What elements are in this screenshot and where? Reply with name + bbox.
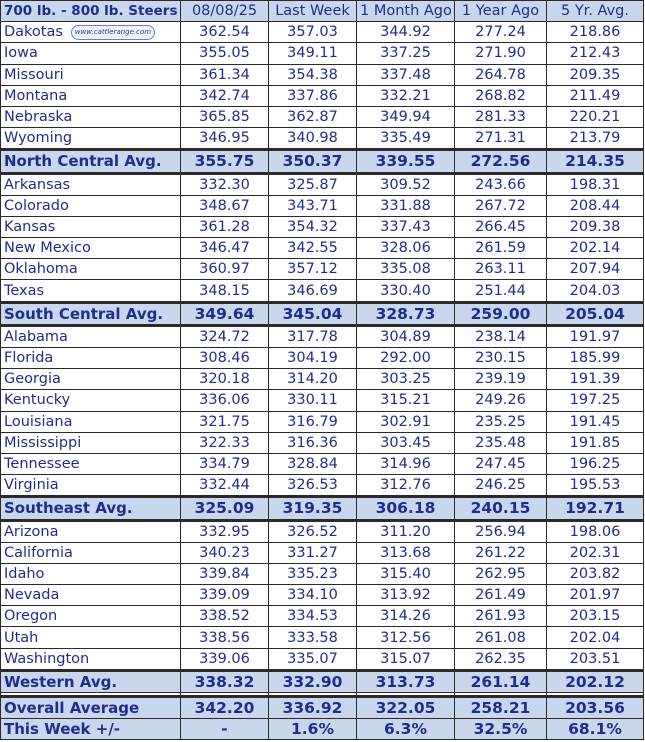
price-cell: 303.45 [357,432,455,453]
column-header-5yr-avg: 5 Yr. Avg. [547,1,644,22]
row-label-text: Louisiana [4,413,73,430]
price-cell: 346.95 [181,128,269,150]
price-cell: 325.09 [181,497,269,520]
price-cell: 355.75 [181,150,269,173]
row-label-text: Tennessee [4,456,80,473]
price-cell: 338.52 [181,606,269,627]
row-label [1,173,181,195]
row-label [1,348,181,369]
row-label [1,670,181,692]
row-label [1,369,181,390]
price-cell: 354.32 [269,216,357,237]
price-cell: 247.45 [455,453,547,474]
row-label-text: Arkansas [4,176,71,193]
price-cell: 220.21 [547,106,644,127]
state-row [1,259,644,280]
cattlerange-logo: www.cattlerange.com [71,25,155,40]
price-cell: 209.35 [547,64,644,85]
state-row [1,64,644,85]
row-label [1,216,181,237]
price-cell: 322.33 [181,432,269,453]
row-label-text: Nevada [4,587,60,604]
price-cell: 337.48 [357,64,455,85]
row-label [1,520,181,542]
column-header-current: 08/08/25 [181,1,269,22]
price-cell: 342.74 [181,85,269,106]
price-cell: 303.25 [357,369,455,390]
row-label [1,719,181,740]
price-cell: 340.98 [269,128,357,150]
state-row [1,606,644,627]
price-cell: 335.07 [269,648,357,670]
price-cell: 313.68 [357,542,455,563]
price-cell: 261.93 [455,606,547,627]
price-cell: 365.85 [181,106,269,127]
row-label [1,128,181,150]
price-cell: 330.11 [269,390,357,411]
header-row [1,1,644,22]
state-row [1,128,644,150]
price-cell: 339.55 [357,150,455,173]
row-label [1,43,181,64]
price-cell: 271.90 [455,43,547,64]
row-label-text: Texas [4,282,45,299]
row-label [1,563,181,584]
price-cell: 336.92 [269,697,357,719]
price-cell: 198.06 [547,520,644,542]
price-cell: 230.15 [455,348,547,369]
price-cell: 192.71 [547,497,644,520]
region-average-row [1,302,644,325]
price-cell: 361.28 [181,216,269,237]
row-label-text: Alabama [4,328,68,345]
price-rows [1,22,644,740]
row-label-text: Dakotas [4,24,63,41]
row-label [1,475,181,497]
price-cell: 328.84 [269,453,357,474]
row-label [1,542,181,563]
price-cell: 314.20 [269,369,357,390]
price-cell: 258.21 [455,697,547,719]
price-cell: 335.23 [269,563,357,584]
row-label [1,432,181,453]
row-label [1,195,181,216]
price-cell: 332.44 [181,475,269,497]
state-row [1,648,644,670]
price-cell: 277.24 [455,22,547,43]
price-cell: 334.10 [269,585,357,606]
row-label-text: Kentucky [4,392,71,409]
weight-class-header: 700 lb. - 800 lb. Steers [1,1,181,22]
price-cell: 325.87 [269,173,357,195]
price-cell: 344.92 [357,22,455,43]
price-cell: 357.12 [269,259,357,280]
state-row [1,453,644,474]
price-cell: 312.76 [357,475,455,497]
row-label [1,64,181,85]
state-row [1,325,644,347]
state-row [1,85,644,106]
row-label [1,150,181,173]
row-label-text: Southeast Avg. [4,499,133,518]
state-row [1,369,644,390]
price-cell: 339.84 [181,563,269,584]
row-label [1,22,181,43]
row-label [1,106,181,127]
row-label-text: Florida [4,350,54,367]
price-cell: 342.55 [269,238,357,259]
row-label-text: Overall Average [4,699,140,718]
row-label-text: Georgia [4,371,61,388]
row-label [1,627,181,648]
state-row [1,238,644,259]
row-label-text: California [4,544,73,561]
price-cell: 342.20 [181,697,269,719]
state-row [1,411,644,432]
row-label [1,648,181,670]
price-cell: 348.15 [181,280,269,302]
price-cell: 340.23 [181,542,269,563]
price-cell: 313.73 [357,670,455,692]
price-cell: 332.21 [357,85,455,106]
row-label-text: Western Avg. [4,672,118,691]
price-cell: 338.56 [181,627,269,648]
price-cell: 203.51 [547,648,644,670]
price-cell: 337.25 [357,43,455,64]
price-cell: 263.11 [455,259,547,280]
row-label [1,585,181,606]
state-row [1,542,644,563]
price-cell: 256.94 [455,520,547,542]
row-label-text: Utah [4,629,39,646]
price-cell: 349.64 [181,302,269,325]
price-cell: 311.20 [357,520,455,542]
price-cell: 302.91 [357,411,455,432]
state-row [1,216,644,237]
price-cell: 235.25 [455,411,547,432]
state-row [1,43,644,64]
price-cell: 336.06 [181,390,269,411]
price-cell: 331.27 [269,542,357,563]
price-cell: 324.72 [181,325,269,347]
price-cell: 212.43 [547,43,644,64]
price-cell: 314.26 [357,606,455,627]
row-label [1,302,181,325]
region-average-row [1,670,644,692]
price-cell: 345.04 [269,302,357,325]
price-cell: 343.71 [269,195,357,216]
price-cell: 201.97 [547,585,644,606]
price-cell: 315.07 [357,648,455,670]
row-label-text: Arizona [4,523,59,540]
price-cell: 203.82 [547,563,644,584]
column-header-last-week: Last Week [269,1,357,22]
price-cell: 309.52 [357,173,455,195]
price-cell: 203.56 [547,697,644,719]
state-row [1,173,644,195]
row-label-text: This Week +/- [4,720,121,739]
price-cell: 213.79 [547,128,644,150]
price-cell: 68.1% [547,719,644,740]
state-row [1,390,644,411]
price-cell: 312.56 [357,627,455,648]
state-row [1,106,644,127]
price-cell: 333.58 [269,627,357,648]
row-label [1,238,181,259]
price-cell: 214.35 [547,150,644,173]
price-cell: 271.31 [455,128,547,150]
price-cell: 1.6% [269,719,357,740]
price-cell: 339.09 [181,585,269,606]
price-cell: 361.34 [181,64,269,85]
price-cell: 334.79 [181,453,269,474]
price-cell: 337.86 [269,85,357,106]
weekly-change-row [1,719,644,740]
price-cell: 191.45 [547,411,644,432]
row-label [1,411,181,432]
price-cell: 281.33 [455,106,547,127]
row-label-text: Nebraska [4,109,73,126]
price-cell: 6.3% [357,719,455,740]
price-cell: 306.18 [357,497,455,520]
price-cell: 261.14 [455,670,547,692]
price-cell: 218.86 [547,22,644,43]
price-cell: 335.08 [357,259,455,280]
price-cell: 335.49 [357,128,455,150]
price-cell: 264.78 [455,64,547,85]
price-cell: 191.85 [547,432,644,453]
row-label [1,280,181,302]
price-cell: 308.46 [181,348,269,369]
price-cell: 328.73 [357,302,455,325]
price-cell: 304.19 [269,348,357,369]
price-cell: 259.00 [455,302,547,325]
price-cell: 204.03 [547,280,644,302]
state-row [1,520,644,542]
price-cell: 349.11 [269,43,357,64]
row-label [1,497,181,520]
price-cell: 185.99 [547,348,644,369]
price-cell: 251.44 [455,280,547,302]
price-cell: 315.21 [357,390,455,411]
price-cell: 332.95 [181,520,269,542]
price-cell: 292.00 [357,348,455,369]
row-label [1,453,181,474]
region-average-row [1,150,644,173]
price-cell: 240.15 [455,497,547,520]
price-cell: 262.35 [455,648,547,670]
price-cell: 304.89 [357,325,455,347]
price-cell: 349.94 [357,106,455,127]
price-cell: 195.53 [547,475,644,497]
price-cell: 202.31 [547,542,644,563]
price-cell: 357.03 [269,22,357,43]
overall-average-row [1,697,644,719]
price-cell: 317.78 [269,325,357,347]
price-cell: 326.52 [269,520,357,542]
price-cell: 249.26 [455,390,547,411]
price-cell: 32.5% [455,719,547,740]
price-cell: 191.97 [547,325,644,347]
row-label-text: Kansas [4,218,56,235]
row-label [1,697,181,719]
price-cell: 315.40 [357,563,455,584]
row-label-text: Wyoming [4,130,73,147]
state-row [1,348,644,369]
price-cell: - [181,719,269,740]
price-cell: 202.12 [547,670,644,692]
price-cell: 262.95 [455,563,547,584]
price-cell: 209.38 [547,216,644,237]
price-cell: 319.35 [269,497,357,520]
price-cell: 261.08 [455,627,547,648]
price-cell: 350.37 [269,150,357,173]
state-row [1,280,644,302]
price-cell: 313.92 [357,585,455,606]
price-cell: 272.56 [455,150,547,173]
price-cell: 316.79 [269,411,357,432]
row-label-text: South Central Avg. [4,304,164,323]
price-cell: 239.19 [455,369,547,390]
price-cell: 197.25 [547,390,644,411]
row-label-text: Montana [4,87,68,104]
price-cell: 203.15 [547,606,644,627]
price-cell: 332.90 [269,670,357,692]
price-cell: 334.53 [269,606,357,627]
region-average-row [1,497,644,520]
price-cell: 314.96 [357,453,455,474]
price-cell: 326.53 [269,475,357,497]
price-cell: 235.48 [455,432,547,453]
row-label-text: North Central Avg. [4,152,162,171]
state-row [1,627,644,648]
row-label-text: Iowa [4,45,38,62]
row-label [1,259,181,280]
row-label-text: Oregon [4,608,58,625]
price-cell: 328.06 [357,238,455,259]
row-label-text: Oklahoma [4,261,78,278]
price-cell: 330.40 [357,280,455,302]
state-row [1,22,644,43]
state-row [1,195,644,216]
price-cell: 191.39 [547,369,644,390]
price-cell: 243.66 [455,173,547,195]
price-cell: 337.43 [357,216,455,237]
price-cell: 246.25 [455,475,547,497]
row-label-text: Washington [4,650,90,667]
row-label [1,325,181,347]
row-label-text: Mississippi [4,434,82,451]
row-label-text: Idaho [4,565,45,582]
price-cell: 205.04 [547,302,644,325]
price-cell: 346.47 [181,238,269,259]
state-row [1,475,644,497]
row-label [1,390,181,411]
price-cell: 261.49 [455,585,547,606]
column-header-year-ago: 1 Year Ago [455,1,547,22]
row-label-text: Virginia [4,477,59,494]
price-cell: 320.18 [181,369,269,390]
price-cell: 346.69 [269,280,357,302]
price-cell: 339.06 [181,648,269,670]
column-header-month-ago: 1 Month Ago [357,1,455,22]
row-label [1,606,181,627]
price-cell: 268.82 [455,85,547,106]
price-cell: 196.25 [547,453,644,474]
price-cell: 211.49 [547,85,644,106]
state-row [1,432,644,453]
price-cell: 348.67 [181,195,269,216]
price-cell: 355.05 [181,43,269,64]
price-cell: 202.14 [547,238,644,259]
price-cell: 322.05 [357,697,455,719]
price-cell: 338.32 [181,670,269,692]
row-label-text: Colorado [4,197,69,214]
price-cell: 208.44 [547,195,644,216]
price-cell: 354.38 [269,64,357,85]
price-cell: 267.72 [455,195,547,216]
price-cell: 331.88 [357,195,455,216]
price-cell: 266.45 [455,216,547,237]
price-cell: 362.87 [269,106,357,127]
state-row [1,563,644,584]
price-cell: 360.97 [181,259,269,280]
price-cell: 238.14 [455,325,547,347]
row-label [1,85,181,106]
price-cell: 316.36 [269,432,357,453]
price-cell: 261.59 [455,238,547,259]
price-cell: 332.30 [181,173,269,195]
price-cell: 198.31 [547,173,644,195]
row-label-text: New Mexico [4,240,91,257]
row-label-text: Missouri [4,66,64,83]
state-row [1,585,644,606]
price-cell: 261.22 [455,542,547,563]
price-cell: 207.94 [547,259,644,280]
price-cell: 321.75 [181,411,269,432]
price-cell: 362.54 [181,22,269,43]
price-cell: 202.04 [547,627,644,648]
